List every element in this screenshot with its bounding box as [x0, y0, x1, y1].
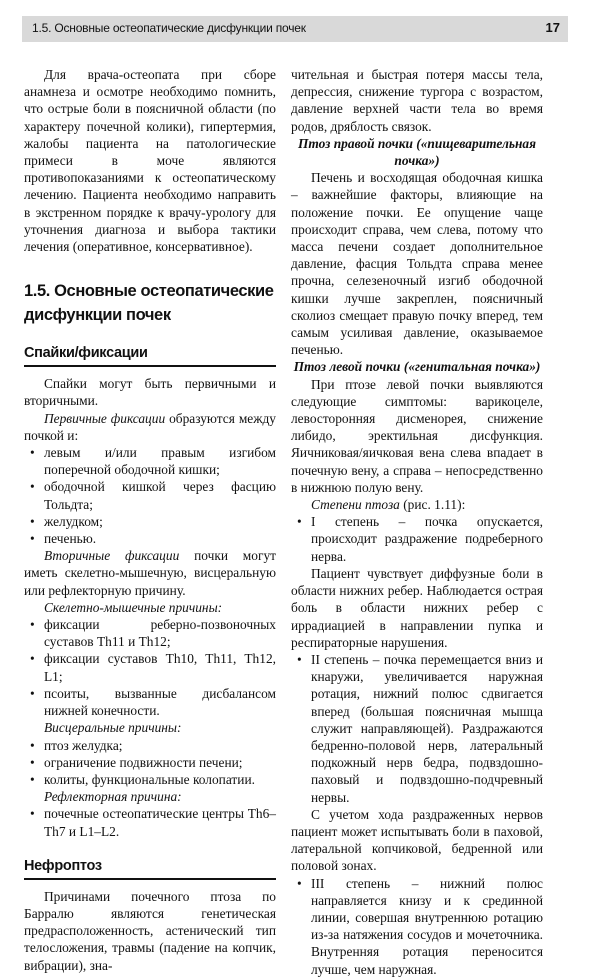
list-item: • фиксации реберно-позвоночных суставов Th11 и Th12;: [24, 616, 276, 650]
degree-1-paragraph: Пациент чувствует диффузные боли в области нижних ребер. Наблюдается острая боль в области нижних ребер с иррадиацией в направлении пупка и респираторные нарушения.: [291, 565, 543, 650]
list-item: • ограничение подвижности печени;: [24, 754, 276, 771]
left-kidney-ptosis-heading: Птоз левой почки («генитальная почка»): [293, 359, 541, 375]
skeletal-causes-list: [24, 616, 276, 719]
degree-1-item: • I степень – почка опускается, происходит раздражение подреберного нерва.: [291, 513, 543, 565]
degree-3-list: [291, 875, 543, 978]
degree-1-list: [291, 513, 543, 565]
reflex-cause-heading: Рефлекторная причина:: [44, 789, 182, 805]
list-item: • почечные остеопатические центры Th6–Th7 и L1–L2.: [24, 805, 276, 839]
left-kidney-paragraph: При птозе левой почки выявляются следующие симптомы: варикоцеле, левосторонняя дисменорея, снижение либидо, эректильная дисфункция. Яичниковая/яичковая вена слева впадает в почечную вену, а справа – непосредственно в нижнюю полую вену.: [291, 376, 543, 495]
section-title-line-1: 1.5. Основные остеопатические: [24, 282, 274, 301]
secondary-fixations-text: почки могут иметь скелетно-мышечную, висцеральную или рефлекторную причину.: [24, 548, 277, 598]
continued-paragraph: чительная и быстрая потеря массы тела, депрессия, снижение тургора с возрастом, давление верхней части тела во время родов, дряблость связок.: [291, 67, 543, 134]
list-item: • колиты, функциональные колопатии.: [24, 771, 276, 788]
primary-fixations-paragraph: [24, 410, 276, 444]
intro-paragraph: Для врача-остеопата при сборе анамнеза и осмотре необходимо помнить, что острые боли в поясничной области (по характеру почечной колики), гипертермия, жалобы пациента на патологические примеси в моче являются противопоказаниями к остеопатическому лечению. Пациента необходимо направить в экстренном порядке к врачу-урологу для уточнения диагноза и выбора тактики лечения (оперативное, консервативное).: [24, 67, 276, 255]
secondary-fixations-term: Вторичные фиксации: [44, 548, 180, 564]
secondary-fixations-paragraph: [24, 547, 276, 599]
header-title: 1.5. Основные остеопатические дисфункции почек: [32, 21, 306, 35]
right-column: [291, 66, 543, 978]
right-kidney-ptosis-heading: Птоз правой почки («пищеварительная почка»): [297, 135, 537, 169]
skeletal-causes-heading: Скелетно-мышечные причины:: [44, 599, 223, 615]
ptosis-degrees-term: Степени птоза: [311, 497, 400, 513]
subheading-nephroptosis: Нефроптоз: [24, 856, 276, 880]
list-item: • фиксации суставов Th10, Th11, Th12, L1;: [24, 650, 276, 684]
primary-fixations-text: образуются между почкой и:: [24, 410, 276, 443]
primary-fixations-term: Первичные фиксации: [44, 410, 166, 426]
running-header: [22, 16, 568, 42]
ptosis-degrees-ref: (рис. 1.11):: [399, 497, 466, 513]
page-number: 17: [545, 20, 560, 35]
list-item: • левым и/или правым изгибом поперечной ободочной кишки;: [24, 444, 276, 478]
degree-2-list: [291, 651, 543, 806]
list-item: • птоз желудка;: [24, 737, 276, 754]
degree-2-item: • II степень – почка перемещается вниз и кнаружи, увеличивается наружная ротация, нижний полюс сдвигается вперед (большая поясничная мышца служит направляющей). Раздражаются бедренно-половой нерв, латеральный подкожный нерв бедра, подвздошно-паховый и подвздошно-подчревный нервы.: [291, 651, 543, 806]
visceral-causes-list: [24, 737, 276, 789]
degree-2-paragraph: С учетом хода раздраженных нервов пациент может испытывать боли в паховой, латеральной копчиковой, бедренной или половой зонах.: [291, 806, 543, 874]
list-item: • псоиты, вызванные дисбалансом нижней конечности.: [24, 685, 276, 719]
adhesions-paragraph: Спайки могут быть первичными и вторичными.: [24, 376, 276, 409]
primary-fixations-list: [24, 444, 276, 547]
list-item: • печенью.: [24, 530, 276, 547]
nephroptosis-paragraph: Причинами почечного птоза по Барралю являются генетическая предрасположенность, астенический тип телосложения, травмы (падение на копчик, вибрации), зна-: [24, 888, 276, 973]
right-kidney-paragraph: Печень и восходящая ободочная кишка – важнейшие факторы, влияющие на положение почки. Ее опущение чаще происходит справа, чем слева, потому что масса печени создает дополнительное давление, фасция Тольдта справа менее прочна, селезеночный изгиб ободочной кишки лучше закреплен, поясничный сколиоз смещает правую почку вперед, тем самым усиливая давление, оказываемое печенью.: [291, 170, 543, 358]
degree-3-item: • III степень – нижний полюс направляется книзу и к срединной линии, совершая внутреннюю ротацию из-за натяжения сосудов и мочеточника. Внутренняя ротация переносится лучше, чем наружная.: [291, 875, 543, 978]
ptosis-degrees-intro: [291, 496, 543, 513]
section-title-line-2: дисфункции почек: [24, 306, 171, 325]
subheading-adhesions: Спайки/фиксации: [24, 343, 276, 367]
visceral-causes-heading: Висцеральные причины:: [44, 720, 182, 736]
list-item: • желудком;: [24, 513, 276, 530]
reflex-cause-list: [24, 805, 276, 839]
left-column: [24, 66, 276, 974]
list-item: • ободочной кишкой через фасцию Тольдта;: [24, 478, 276, 512]
